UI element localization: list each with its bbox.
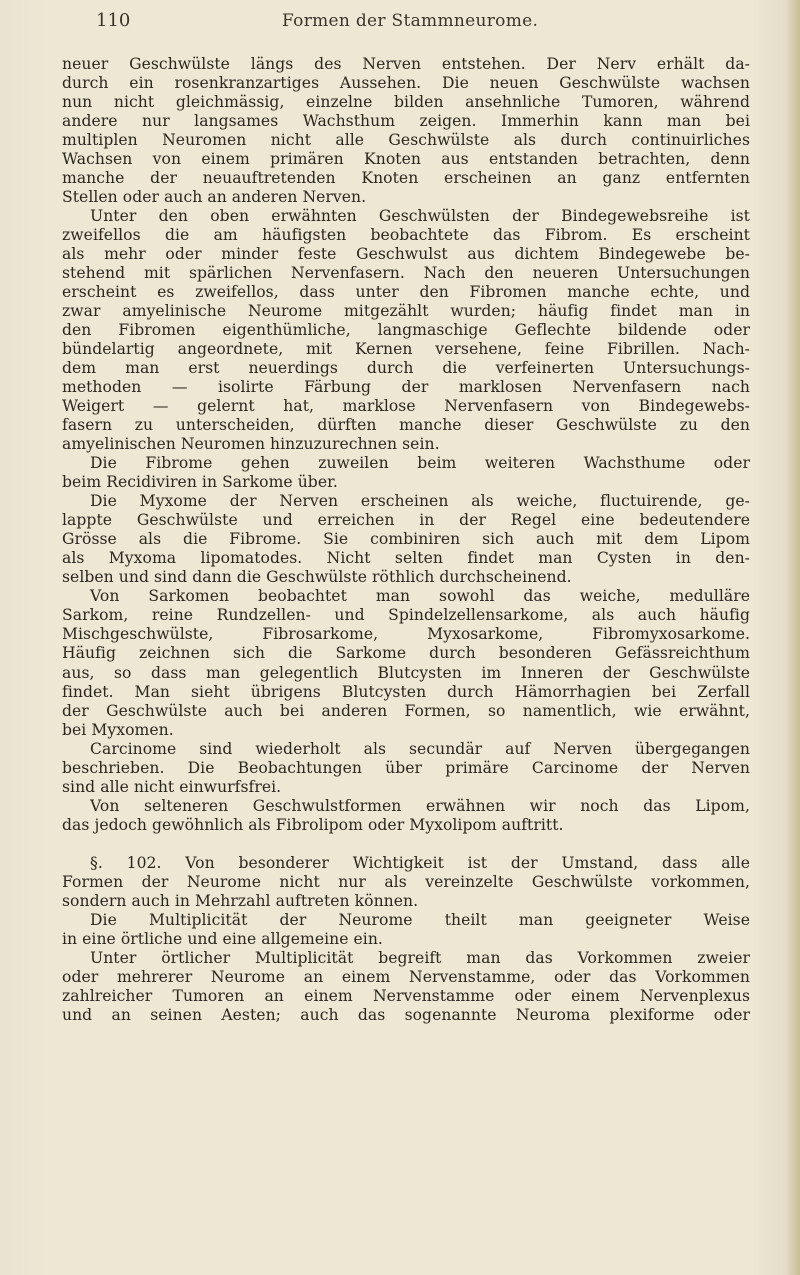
text-line: Die Fibrome gehen zuweilen beim weiteren Wachsthume oder — [90, 454, 750, 473]
text-line: Grösse als die Fibrome. Sie combiniren sich auch mit dem Lipom — [62, 530, 750, 549]
body-text — [62, 55, 750, 1025]
text-line: Von selteneren Geschwulstformen erwähnen wir noch das Lipom, — [90, 796, 750, 815]
text-line: aus, so dass man gelegentlich Blutcysten im Inneren der Geschwülste — [62, 663, 750, 682]
text-line: Von Sarkomen beobachtet man sowohl das weiche, medulläre — [90, 587, 750, 606]
text-line: Stellen oder auch an anderen Nerven. — [62, 188, 367, 207]
text-line: erscheint es zweifellos, dass unter den Fibromen manche echte, und — [62, 283, 750, 302]
text-line: methoden — isolirte Färbung der marklosen Nervenfasern nach — [62, 378, 750, 397]
text-line: neuer Geschwülste längs des Nerven entstehen. Der Nerv erhält da- — [62, 55, 750, 73]
text-line: Die Myxome der Nerven erscheinen als weiche, fluctuirende, ge- — [90, 492, 750, 511]
text-line: zwar amyelinische Neurome mitgezählt wurden; häufig findet man in — [62, 302, 750, 321]
page-edge-shadow — [786, 0, 800, 1275]
text-line: Formen der Neurome nicht nur als vereinzelte Geschwülste vorkommen, — [62, 872, 750, 891]
running-title: Formen der Stammneurome. — [282, 11, 539, 31]
text-line — [62, 835, 750, 854]
text-line: bei Myxomen. — [62, 720, 174, 739]
text-line: Unter örtlicher Multiplicität begreift man das Vorkommen zweier — [90, 948, 750, 967]
text-line: Sarkom, reine Rundzellen- und Spindelzellensarkome, als auch häufig — [62, 606, 750, 625]
text-line: sind alle nicht einwurfsfrei. — [62, 777, 282, 796]
text-line: Unter den oben erwähnten Geschwülsten der Bindegewebsreihe ist — [90, 207, 750, 226]
text-line: Mischgeschwülste, Fibrosarkome, Myxosarkome, Fibromyxosarkome. — [62, 625, 750, 644]
text-line: amyelinischen Neuromen hinzuzurechnen sein. — [62, 435, 440, 454]
text-line: stehend mit spärlichen Nervenfasern. Nach den neueren Untersuchungen — [62, 264, 750, 283]
text-line: nun nicht gleichmässig, einzelne bilden ansehnliche Tumoren, während — [62, 93, 750, 112]
text-line: den Fibromen eigenthümliche, langmaschige Geflechte bildende oder — [62, 321, 750, 340]
text-line: Die Multiplicität der Neurome theilt man geeigneter Weise — [90, 910, 750, 929]
text-line: findet. Man sieht übrigens Blutcysten durch Hämorrhagien bei Zerfall — [62, 682, 750, 701]
text-line: als Myxoma lipomatodes. Nicht selten findet man Cysten in den- — [62, 549, 750, 568]
text-line: oder mehrerer Neurome an einem Nervenstamme, oder das Vorkommen — [62, 967, 750, 986]
text-line: §. 102. Von besonderer Wichtigkeit ist der Umstand, dass alle — [90, 853, 750, 872]
page-number: 110 — [96, 10, 131, 31]
text-line: lappte Geschwülste und erreichen in der Regel eine bedeutendere — [62, 511, 750, 530]
text-line: Carcinome sind wiederholt als secundär auf Nerven übergegangen — [90, 739, 750, 758]
text-line: manche der neuauftretenden Knoten erscheinen an ganz entfernten — [62, 169, 750, 188]
text-line: zahlreicher Tumoren an einem Nervenstamme oder einem Nervenplexus — [62, 986, 750, 1005]
text-line: das jedoch gewöhnlich als Fibrolipom oder Myxolipom auftritt. — [62, 815, 564, 834]
text-line: zweifellos die am häufigsten beobachtete das Fibrom. Es erscheint — [62, 226, 750, 245]
text-line: beschrieben. Die Beobachtungen über primäre Carcinome der Nerven — [62, 758, 750, 777]
text-line: andere nur langsames Wachsthum zeigen. Immerhin kann man bei — [62, 112, 750, 131]
text-line: multiplen Neuromen nicht alle Geschwülste als durch continuirliches — [62, 131, 750, 150]
text-line: sondern auch in Mehrzahl auftreten können. — [62, 891, 419, 910]
text-line: in eine örtliche und eine allgemeine ein. — [62, 929, 383, 948]
text-line: beim Recidiviren in Sarkome über. — [62, 473, 338, 492]
text-line: selben und sind dann die Geschwülste röthlich durchscheinend. — [62, 568, 572, 587]
text-line: der Geschwülste auch bei anderen Formen, so namentlich, wie erwähnt, — [62, 701, 750, 720]
text-line: als mehr oder minder feste Geschwulst aus dichtem Bindegewebe be- — [62, 245, 750, 264]
text-line: dem man erst neuerdings durch die verfeinerten Untersuchungs- — [62, 359, 750, 378]
text-line: fasern zu unterscheiden, dürften manche dieser Geschwülste zu den — [62, 416, 750, 435]
text-line: und an seinen Aesten; auch das sogenannte Neuroma plexiforme oder — [62, 1005, 750, 1024]
text-line: Wachsen von einem primären Knoten aus entstanden betrachten, denn — [62, 150, 750, 169]
page-header — [96, 10, 736, 38]
text-line: bündelartig angeordnete, mit Kernen versehene, feine Fibrillen. Nach- — [62, 340, 750, 359]
text-line: durch ein rosenkranzartiges Aussehen. Die neuen Geschwülste wachsen — [62, 74, 750, 93]
text-line: Häufig zeichnen sich die Sarkome durch besonderen Gefässreichthum — [62, 644, 750, 663]
text-line: Weigert — gelernt hat, marklose Nervenfasern von Bindegewebs- — [62, 397, 750, 416]
